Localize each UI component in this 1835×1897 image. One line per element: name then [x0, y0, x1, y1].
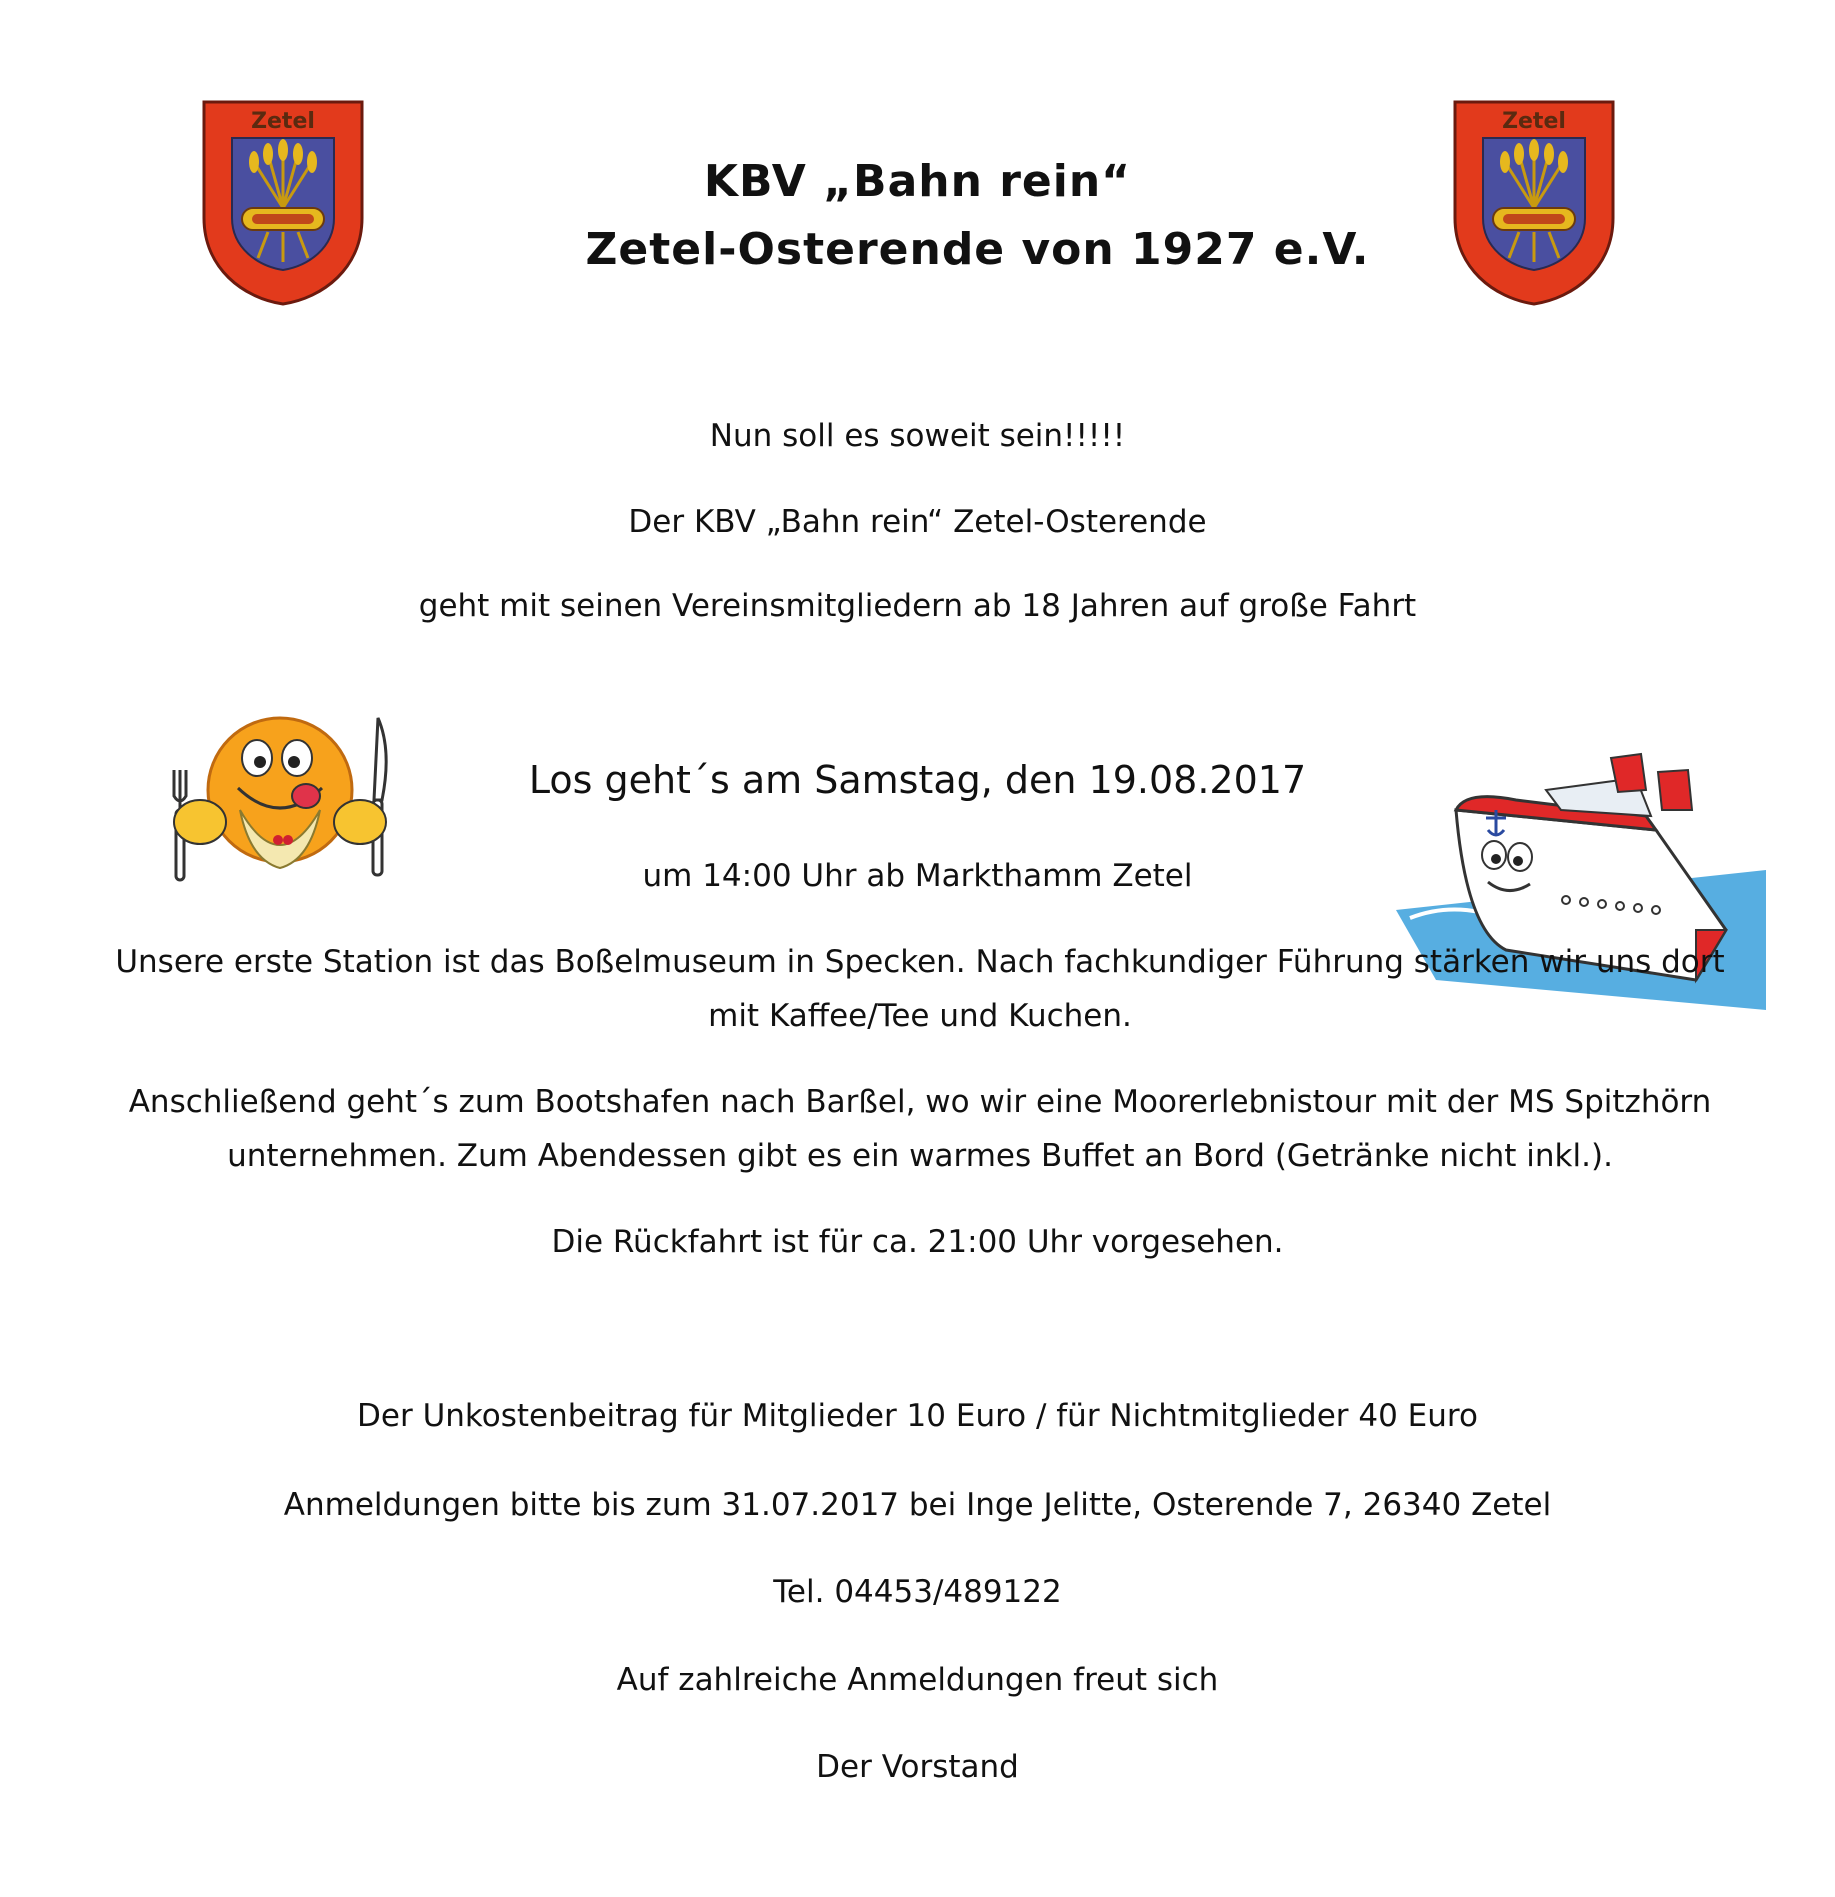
- phone-number: Tel. 04453/489122: [773, 1574, 1062, 1610]
- second-station-text: Anschließend geht´s zum Bootshafen nach Barßel, wo wir eine Moorerlebnistour mit der MS Spitzhörn unternehmen. Zum Abendessen gibt es ein warmes Buffet an Bord (Getränke nicht inkl.).: [128, 1084, 1712, 1174]
- first-station-text: Unsere erste Station ist das Boßelmuseum in Specken. Nach fachkundiger Führung stärken wir uns dort mit Kaffee/Tee und Kuchen.: [115, 944, 1725, 1034]
- registration-info: Anmeldungen bitte bis zum 31.07.2017 bei Inge Jelitte, Osterende 7, 26340 Zetel: [283, 1487, 1552, 1523]
- cost-info: Der Unkostenbeitrag für Mitglieder 10 Euro / für Nichtmitglieder 40 Euro: [357, 1398, 1478, 1434]
- intro-line-2: Der KBV „Bahn rein“ Zetel-Osterende: [628, 504, 1207, 540]
- intro-line-3: geht mit seinen Vereinsmitgliedern ab 18 Jahren auf große Fahrt: [418, 588, 1417, 624]
- closing-line: Auf zahlreiche Anmeldungen freut sich: [616, 1662, 1219, 1698]
- signature: Der Vorstand: [816, 1749, 1019, 1785]
- departure-time: um 14:00 Uhr ab Markthamm Zetel: [642, 858, 1193, 894]
- club-name-title: KBV „Bahn rein“: [703, 156, 1132, 207]
- intro-line-1: Nun soll es soweit sein!!!!!: [709, 418, 1126, 454]
- departure-date: Los geht´s am Samstag, den 19.08.2017: [528, 758, 1307, 802]
- club-location-title: Zetel-Osterende von 1927 e.V.: [585, 224, 1370, 275]
- crest-text-top: Zetel: [1502, 109, 1566, 134]
- crest-text-top: Zetel: [251, 109, 315, 134]
- return-time: Die Rückfahrt ist für ca. 21:00 Uhr vorgesehen.: [551, 1224, 1284, 1260]
